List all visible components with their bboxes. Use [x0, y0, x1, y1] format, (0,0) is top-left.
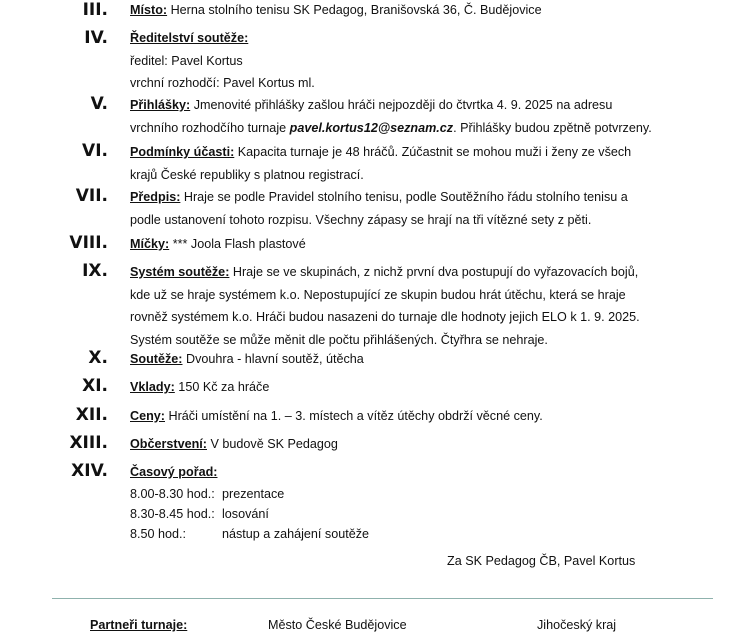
section-number: VII.	[75, 186, 108, 206]
section-number: XIII.	[69, 433, 108, 453]
section-text: Jmenovité přihlášky zašlou hráči nejpozději do čtvrtka 4. 9. 2025 na adresu vrchního rozhodčího turnaje	[130, 98, 613, 135]
section-text-after: . Přihlášky budou zpětně potvrzeny.	[453, 120, 652, 135]
section-number: IV.	[84, 28, 108, 48]
section-text: V budově SK Pedagog	[207, 437, 338, 451]
section-text: Kapacita turnaje je 48 hráčů. Zúčastnit se mohou muži i ženy ze všech krajů České republiky s platnou registrací.	[130, 145, 632, 182]
section-text: Dvouhra - hlavní soutěž, útěcha	[182, 352, 364, 366]
schedule-row	[0, 484, 750, 504]
section-number: XI.	[82, 376, 108, 396]
schedule-row	[0, 504, 750, 524]
schedule-time: 8.50 hod.:	[130, 527, 187, 541]
section-label: Občerstvení:	[130, 437, 207, 451]
referee-line: vrchní rozhodčí: Pavel Kortus ml.	[130, 76, 315, 90]
section-label: Ceny:	[130, 409, 165, 423]
section-number: X.	[88, 348, 108, 368]
section-text: Herna stolního tenisu SK Pedagog, Branišovská 36, Č. Budějovice	[167, 3, 542, 17]
section-label: Přihlášky:	[130, 98, 191, 112]
section-text: Hráči umístění na 1. – 3. místech a vítěz útěchy obdrží věcné ceny.	[165, 409, 543, 423]
section-number: XII.	[75, 405, 108, 425]
email-link[interactable]: pavel.kortus12@seznam.cz	[289, 120, 454, 135]
partners-label: Partneři turnaje:	[90, 618, 188, 632]
director-line: ředitel: Pavel Kortus	[130, 53, 243, 68]
section-label: Podmínky účasti:	[130, 145, 235, 159]
section-text: Hraje se ve skupinách, z nichž první dva postupují do vyřazovacích bojů, kde už se hraje systémem k.o. Nepostupující ze skupin budou hrát útěchu, která se hraje rovněž systémem k.o. Hráči budou nasazeni do turnaje dle hodnoty jejich ELO k 1. 9. 2025. Systém soutěže se může měnit dle počtu přihlášených. Čtyřhra se nehraje.	[130, 265, 640, 347]
schedule-time: 8.30-8.45 hod.:	[130, 507, 215, 521]
section-label: Ředitelství soutěže:	[130, 31, 249, 45]
section-number: VIII.	[69, 233, 108, 253]
section-number: IX.	[82, 261, 108, 281]
section-number: XIV.	[71, 461, 108, 481]
section-number: VI.	[82, 141, 108, 161]
section-label: Systém soutěže:	[130, 265, 230, 279]
schedule	[0, 484, 750, 544]
signature: Za SK Pedagog ČB, Pavel Kortus	[447, 554, 636, 568]
section-label: Míčky:	[130, 237, 170, 251]
section-label: Soutěže:	[130, 352, 183, 366]
section-number: V.	[90, 94, 108, 114]
section-label: Předpis:	[130, 190, 181, 204]
schedule-activity: nástup a zahájení soutěže	[222, 527, 370, 541]
section-number: III.	[82, 0, 108, 20]
schedule-time: 8.00-8.30 hod.:	[130, 487, 215, 501]
section-text: 150 Kč za hráče	[174, 380, 270, 394]
section-text: *** Joola Flash plastové	[169, 237, 306, 251]
partner-city: Město České Budějovice	[268, 618, 407, 632]
partner-region: Jihočeský kraj	[537, 618, 617, 632]
section-label: Časový pořad:	[130, 465, 218, 479]
schedule-activity: losování	[222, 507, 269, 521]
section-text: Hraje se podle Pravidel stolního tenisu, podle Soutěžního řádu stolního tenisu a podle ustanovení tohoto rozpisu. Všechny zápasy se hrají na tři vítězné sety z pěti.	[130, 190, 628, 227]
section-label: Vklady:	[130, 380, 175, 394]
footer-divider	[52, 598, 713, 599]
schedule-row	[0, 524, 750, 544]
section-label: Místo:	[130, 3, 168, 17]
schedule-activity: prezentace	[222, 487, 285, 501]
